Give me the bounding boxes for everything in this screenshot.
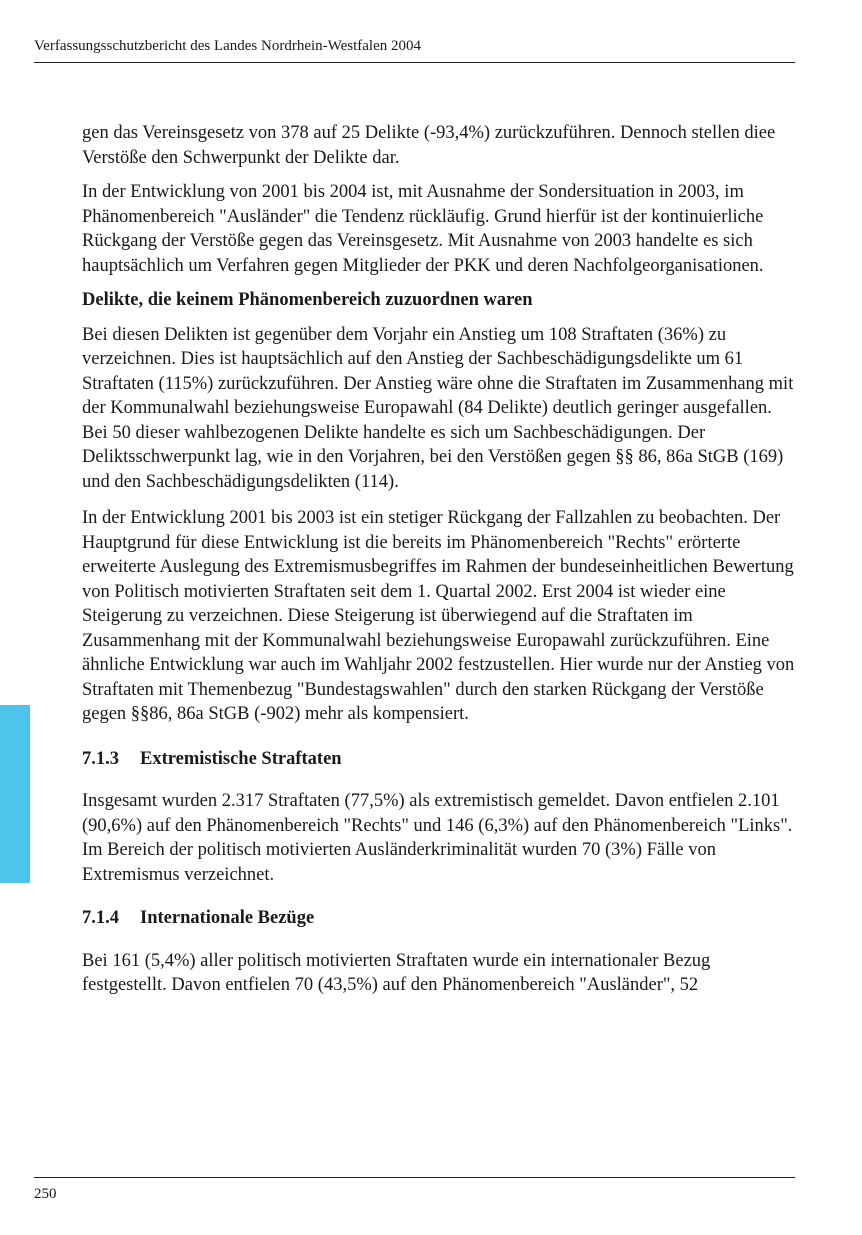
page-body <box>82 121 796 998</box>
footer-divider <box>34 1177 795 1178</box>
subheading: Delikte, die keinem Phänomenbereich zuzuordnen waren <box>82 290 533 310</box>
body-paragraph: In der Entwicklung 2001 bis 2003 ist ein stetiger Rückgang der Fallzahlen zu beobachten. Der Hauptgrund für diese Entwicklung ist die bereits im Phänomenbereich "Rechts" erörterte erweiterte Auslegung des Extremismusbegriffes im Rahmen der bundeseinheitlichen Bewertung von Politisch motivierten Straftaten seit dem 1. Quartal 2002. Erst 2004 ist wieder eine Steigerung zu verzeichnen. Diese Steigerung ist überwiegend auf die Straftaten im Zusammenhang mit der Kommunalwahl beziehungsweise Europawahl zurückzuführen. Eine ähnliche Entwicklung war auch im Wahljahr 2002 festzustellen. Hier wurde nur der Anstieg von Straftaten mit Themenbezug "Bundestagswahlen" durch den starken Rückgang der Verstöße gegen §§86, 86a StGB (-902) mehr als kompensiert. <box>82 508 795 724</box>
section-heading-714 <box>82 906 796 931</box>
body-paragraph: gen das Vereinsgesetz von 378 auf 25 Delikte (-93,4%) zurückzuführen. Dennoch stellen diee Verstöße den Schwerpunkt der Delikte dar. <box>82 123 776 168</box>
body-paragraph: In der Entwicklung von 2001 bis 2004 ist, mit Ausnahme der Sondersituation in 2003, im Phänomenbereich "Ausländer" die Tendenz rückläufig. Grund hierfür ist der kontinuierliche Rückgang der Verstöße gegen das Vereinsgesetz. Mit Ausnahme von 2003 handelte es sich hauptsächlich um Verfahren gegen Mitglieder der PKK und deren Nachfolgeorganisationen. <box>82 182 764 276</box>
body-paragraph: Insgesamt wurden 2.317 Straftaten (77,5%) als extremistisch gemeldet. Davon entfielen 2.101 (90,6%) auf den Phänomenbereich "Rechts" und 146 (6,3%) auf den Phänomenbereich "Links". Im Bereich der politisch motivierten Ausländerkriminalität wurden 70 (3%) Fälle von Extremismus verzeichnet. <box>82 791 793 885</box>
section-heading-713 <box>82 747 796 772</box>
chapter-side-tab <box>0 705 30 883</box>
section-number: 7.1.4 <box>82 908 119 928</box>
section-title: Extremistische Straftaten <box>140 748 342 769</box>
header-divider <box>34 62 795 63</box>
page-number: 250 <box>34 1186 57 1202</box>
body-paragraph: Bei diesen Delikten ist gegenüber dem Vorjahr ein Anstieg um 108 Straftaten (36%) zu verzeichnen. Dies ist hauptsächlich auf den Anstieg der Sachbeschädigungsdelikte um 61 Straftaten (115%) zurückzuführen. Der Anstieg wäre ohne die Straftaten im Zusammenhang mit der Kommunalwahl beziehungsweise Europawahl (84 Delikte) deutlich geringer ausgefallen. Bei 50 dieser wahlbezogenen Delikte handelte es sich um Sachbeschädigungen. Der Deliktsschwerpunkt lag, wie in den Vorjahren, bei den Verstößen gegen §§ 86, 86a StGB (169) und den Sachbeschädigungsdelikten (114). <box>82 324 794 492</box>
running-header: Verfassungsschutzbericht des Landes Nordrhein-Westfalen 2004 <box>34 38 422 54</box>
body-paragraph: Bei 161 (5,4%) aller politisch motivierten Straftaten wurde ein internationaler Bezug festgestellt. Davon entfielen 70 (43,5%) auf den Phänomenbereich "Ausländer", 52 <box>82 950 711 995</box>
section-number: 7.1.3 <box>82 748 119 769</box>
section-title: Internationale Bezüge <box>140 908 315 928</box>
